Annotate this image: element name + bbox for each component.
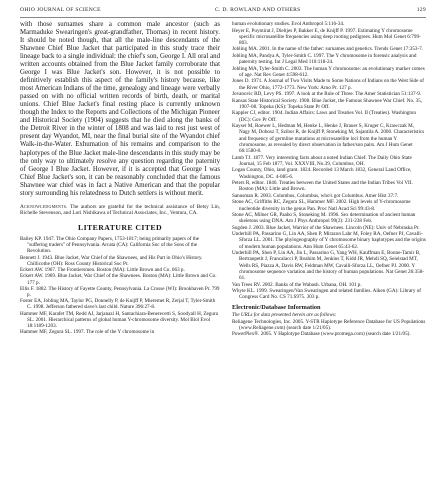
- literature-cited-heading: LITERATURE CITED: [77, 223, 163, 233]
- acknowledgments-label: Acknowledgments.: [20, 203, 68, 210]
- reference-item: Eckert AW. 1969. Blue Jacket, War Chief of the Shawnees. Boston (MA): Little Brown and Co. 177 p.: [20, 273, 217, 286]
- body-paragraph: with those surnames share a common male ancestor (such as Marmaduke Swearingen's great-grandfather, Thomas) in recent history. It should be noted though, that all the male-line descendants of the Shawnee Chief Blue Jacket that participated in this study trace their lineage back to a single individual: the chief's son, George I. All oral and written accounts obtained from the Blue Jacket family corroborate that George I was Blue Jacket's son. However, it is not possible to definitively establish this aspect of the family's history because, like most American Indians of the time, genealogy and lineage were verbally passed on with no official written records of birth, death, or marital unions. Chief Blue Jacket's final resting place is currently unknown though the Index to the Reports and Collections of the Michigan Pioneer and Historical Society (1904) suggests that he died along the banks of the Detroit River in the winter of 1808 and was laid to rest just west of present day Wyandot, MI, near the final burial site of the Wyandot chief Walk-in-the-Water. Exhumation of his remains and comparison to the haplotypes of the Blue Jacket male-line descendants in this study may be the only way to ultimately resolve any question regarding the paternity of George I Blue Jacket. However, if it is accepted that George I was Chief Blue Jacket's son, it can be reasonably concluded that the famous Shawnee war chief was in fact a Native American and that the popular story surrounding his relatedness to Dutch settlers is without merit.: [20, 21, 220, 197]
- acknowledgments: [20, 204, 220, 217]
- right-column: [232, 21, 426, 338]
- reference-item: Ellis F. 1882. The History of Fayette County, Pennsylvania. La Crosse (WI): Brookhaven Pr. 799 p.: [20, 285, 220, 298]
- journal-name: OHIO JOURNAL OF SCIENCE: [20, 7, 101, 13]
- electronic-reference-list: [232, 319, 426, 338]
- reference-item: Bennett J. 1943. Blue Jacket, War Chief of the Shawnees, and His Part in Ohio's History. Chillicothe (OH): Ross County Historical Soc Pr.: [20, 254, 203, 267]
- page-number: 129: [416, 7, 426, 13]
- reference-item: Heyer E, Puymirat J, Dieltjes P, Bakker E, de Knijff P. 1997. Estimating Y chromosome specific microsatellite frequencies using deep rooting pedigrees. Hum Mol Genet 6:799-803.: [232, 27, 421, 46]
- reference-item: Jobling MA, Pandya A, Tyler-Smith C. 1997. The Y chromosome in forensic analysis and paternity testing. Int J Legal Med 110:118-24.: [232, 52, 417, 66]
- acknowledgments-text: The authors are grateful for the technical assistance of Betsy Lin, Richelle Stevenson, and Lori Nishikawa of Technical Associates, Inc., Ventura, CA.: [20, 203, 220, 216]
- reference-item: Whyte KL. 1999. Swearingen/Van Swearingen and related families. Aiken (GA): Library of Congress Card No. CS 71.S975. 303 p.: [232, 288, 422, 301]
- reference-item: Jones D. 1971. A Journal of Two Visits Made to Some Nations of Indians on the West Side of the River Ohio, 1772-1773. New York: Arno Pr. 127 p.: [232, 78, 424, 91]
- reference-list-right: [232, 21, 426, 301]
- reference-item: Stone AC, Milner GR, Paabo S, Stoneking M. 1996. Sex determination of ancient human skeletons using DNA. Am J Phys Anthropol 99(2): 231-238 Feb.: [232, 212, 416, 225]
- reference-item: Bailey KP. 1947. The Ohio Company Papers, 1753-1817; being primarily papers of the "suffering traders" of Pennsylvania. Arcata (CA): California Soc of the Sons of the Revolution.: [20, 236, 200, 255]
- electronic-info-heading: Electronic/Database Information: [232, 303, 321, 311]
- reference-item: Hammer MF, Zegura SL. 1997. The role of the Y chromosome in: [20, 329, 155, 336]
- reference-item: Van Trees RV. 2002. Banks of the Wabash. Urbana, OH. 101 p.: [232, 281, 362, 288]
- electronic-reference-item: PowerPlex®. 2005. Y Haplotype Database (www.promega.com) (search date 1/21/05).: [232, 331, 411, 338]
- electronic-info-note: The URLs for data presented herein are as follows:: [232, 311, 337, 318]
- reference-item: Underhill PA, Shen P, Lin AA, Jin L, Passarino G, Yang WH, Kauffman E, Bonne-Tamir B, Bertranpetit J, Francalacci P, Ibrahim M, Jenkins T, Kidd JR, Mehdi SQ, Seielstad MT, Wells RS, Piazza A, Davis RW, Feldman MW, Cavalli-Sforza LL, Oefner PJ. 2000. Y chromosome sequence variation and the history of human populations. Nat Genet 26:358-61.: [232, 250, 425, 282]
- reference-item: Foster EA, Jobling MA, Taylor PG, Donnelly P, de Knijff P, Mieremet R, Zerjal T, Tyler-Smith C. 1998. Jefferson fathered slave's last child. Nature 396:27-8.: [20, 298, 216, 311]
- reference-item: Hammer MF, Karafet TM, Redd AJ, Jarjanazi H, Santachiara-Benerecetti S, Soodyall H, Zegura SL. 2001. Hierarchical patterns of global human Y-chromosome diversity. Mol Biol Evol 18:1189-1203.: [20, 310, 218, 329]
- reference-item: Stone AC, Griffiths RC, Zegura SL, Hammer MF. 2002. High levels of Y-chromosome nucleotide diversity in the genus Pan. Proc Natl Acad Sci 99:43-8.: [232, 199, 411, 212]
- reference-item: Jobling MA. 2001. In the name of the father: surnames and genetics. Trends Genet 17:353-7.: [232, 46, 424, 53]
- electronic-reference-item: Reliagene Technologies, Inc. 2005. Y-STR Haplotype Reference Database for US Populations (www.Reliagene.com) (search date 1/21/05).: [232, 318, 426, 331]
- reference-item: Underhill PA, Passarino G, Lin AA, Shen P, Mirazon Lahr M, Foley RA, Oefner PJ, Cavalli-Sforza LL. 2001. The phylogeography of Y chromosome binary haplotypes and the origins of modern human populations. Ann Hum Genet 65:43-62.: [232, 231, 426, 250]
- reference-item: Lamb TJ. 1877. Very interesting facts about a noted Indian Chief. The Daily Ohio State Journal, 15 Feb 1877, Vol. XXXVIII, No.39, Columbus, OH.: [232, 154, 412, 167]
- reference-item: Kappler CJ, editor. 1904. Indian Affairs: Laws and Treaties Vol. II (Treaties). Washington (DC): Gov Pr Off.: [232, 110, 416, 123]
- reference-item: Kansas State Historical Society. 1908. Blue Jacket, the Famous Shawnee War Chief. No. 35, 1907-08. Topeka (KS): Topeka State Pr Off.: [232, 97, 423, 110]
- reference-item: Sugden J. 2003. Blue Jacket, Warrior of the Shawnees. Lincoln (NE): Univ of Nebraska Pr.: [232, 224, 420, 231]
- running-head: [20, 7, 426, 17]
- reference-item: human evolutionary studies. Evol Anthropol 5:116-34.: [232, 21, 345, 27]
- reference-item: Peters R, editor. 1846. Treaties between the United States and the Indian Tribes Vol VII. Boston (MA): Little and Brown.: [232, 180, 413, 193]
- reference-item: Eckert AW. 1967. The Frontiersmen. Boston (MA): Little Brown and Co. 663 p.: [20, 267, 185, 274]
- running-head-authors: C. D. ROWLAND AND OTHERS: [215, 7, 301, 13]
- header-rule: [20, 17, 426, 18]
- reference-item: Jovanovic RD, Levy PS. 1997. A look at the Rule of Three. The Amer Statistician 51:137-9.: [232, 91, 422, 98]
- left-column: [20, 21, 220, 335]
- reference-item: Kayser M, Roewer L, Hedman M, Henke L, Henke J, Brauer S, Kruger C, Krawczak M, Nagy M, Dobosz T, Szibor R, de Knijff P, Stoneking M, Sajantila A. 2000. Characteristics and frequency of germline mutations at microsatellite loci from the human Y chromosome, as revealed by direct observation in father/son pairs. Am J Hum Genet 66:1580-8.: [232, 123, 425, 155]
- reference-list-left: [20, 236, 220, 335]
- reference-item: Jobling MA, Tyler-Smith C. 2003. The human Y chromosome: an evolutionary marker comes of age. Nat Rev Genet 4:598-612.: [232, 65, 425, 78]
- reference-item: Logan County, Ohio, land grant. 1824. Recorded 13 March 1832, General Land Office, Washington, DC. 4-085-6.: [232, 167, 412, 180]
- reference-item: Sanusman R. 2003. Columbus, Columbus, who's got Columbus. Amer Hist 37:7.: [232, 192, 399, 199]
